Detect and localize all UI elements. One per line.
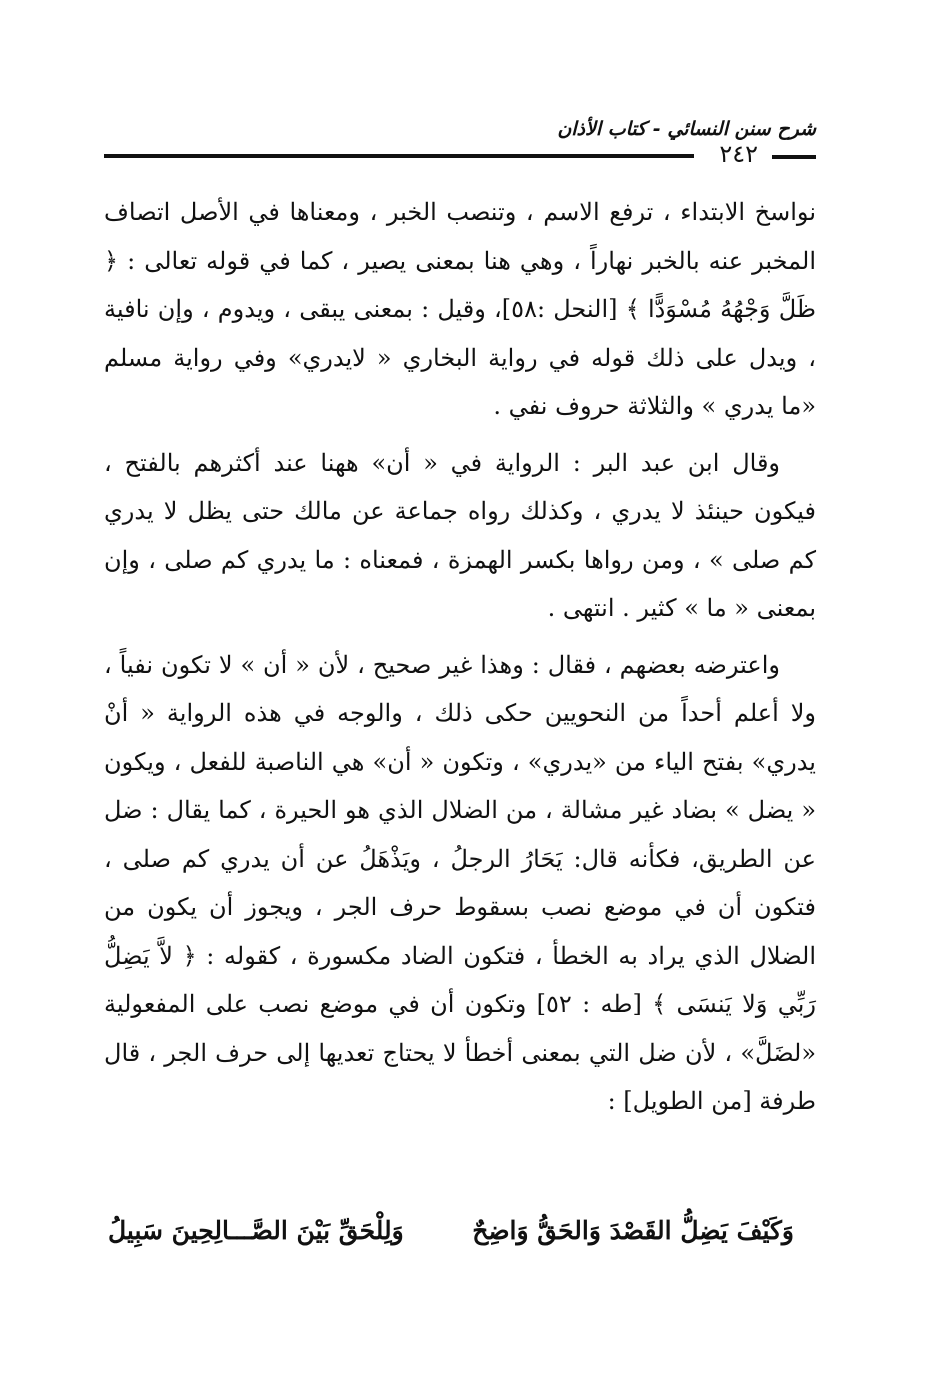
poetry-verse: [104, 1216, 816, 1266]
page-number: ٢٤٢: [719, 140, 758, 168]
header-rule: [104, 154, 694, 158]
paragraph: نواسخ الابتداء ، ترفع الاسم ، وتنصب الخبر ، ومعناها في الأصل اتصاف المخبر عنه بالخبر نهاراً ، وهي هنا بمعنى يصير ، كما في قوله تعالى : ﴿ ظَلَّ وَجْهُهُ مُسْوَدًّا ﴾ [النحل :٥٨]، وقيل : بمعنى يبقى ، ويدوم ، وإن نافية ، ويدل على ذلك قوله في رواية البخاري « لايدري» وفي رواية مسلم «ما يدري » والثلاثة حروف نفي .: [104, 198, 816, 420]
page-number-dash: [772, 155, 816, 159]
verse-second-hemistich: وَلِلْحَقِّ بَيْنَ الصَّـــالِحِينَ سَبِيلُ: [108, 1216, 404, 1245]
book-title: شرح سنن النسائي - كتاب الأذان: [557, 118, 816, 140]
running-header: [104, 118, 816, 168]
paragraph: واعترضه بعضهم ، فقال : وهذا غير صحيح ، لأن « أن » لا تكون نفياً ، ولا أعلم أحداً من النحويين حكى ذلك ، والوجه في هذه الرواية « أنْ يدري» بفتح الياء من «يدري» ، وتكون « أن» هي الناصبة للفعل ، ويكون « يضل » بضاد غير مشالة ، من الضلال الذي هو الحيرة ، كما يقال : ضل عن الطريق، فكأنه قال: يَحَارُ الرجلُ ، ويَذْهَلُ عن أن يدري كم صلى ، فتكون أن في موضع نصب بسقوط حرف الجر ، ويجوز أن يكون من الضلال الذي يراد به الخطأ ، فتكون الضاد مكسورة ، كقوله : ﴿ لاَّ يَضِلُّ رَبِّي وَلا يَنسَى ﴾ [طه : ٥٢] وتكون أن في موضع نصب على المفعولية «لضَلَّ» ، لأن ضل التي بمعنى أخطأ لا يحتاج تعديها إلى حرف الجر ، قال طرفة [من الطويل] :: [104, 650, 816, 1115]
paragraph: وقال ابن عبد البر : الرواية في « أن» ههنا عند أكثرهم بالفتح ، فيكون حينئذ لا يدري ، وكذلك رواه جماعة عن مالك حتى يظل لا يدري كم صلى » ، ومن رواها بكسر الهمزة ، فمعناه : ما يدري كم صلى ، وإن بمعنى « ما » كثير . انتهى .: [104, 448, 816, 622]
verse-first-hemistich: وَكَيْفَ يَضِلُّ القَصْدَ وَالحَقُّ وَاضِحٌ: [472, 1216, 794, 1245]
body-text: [104, 188, 816, 1134]
